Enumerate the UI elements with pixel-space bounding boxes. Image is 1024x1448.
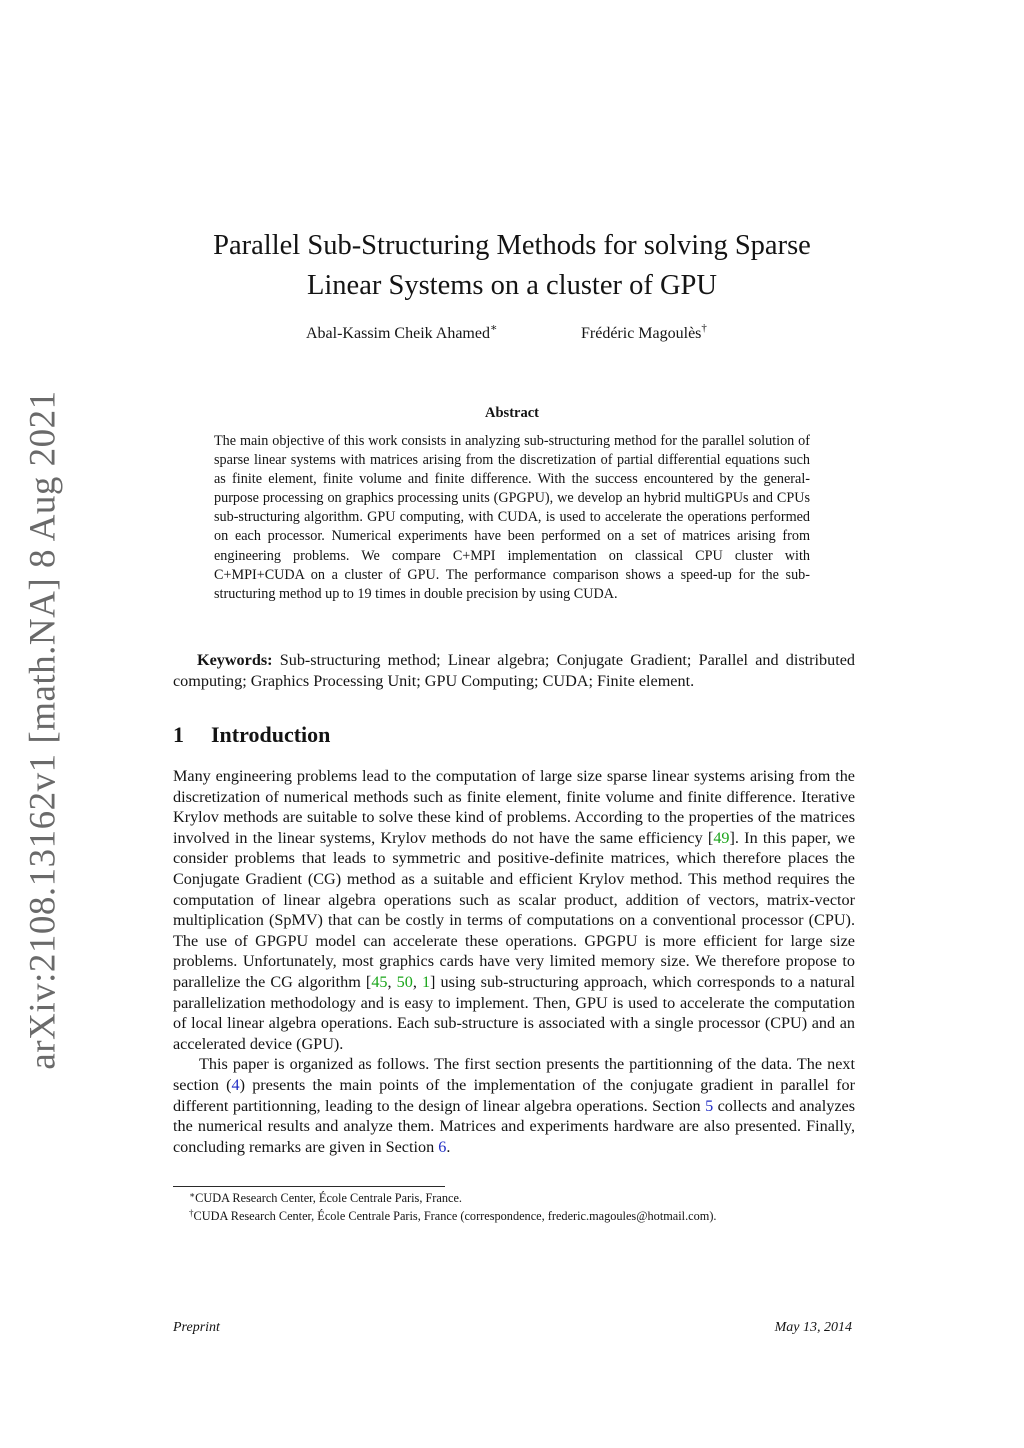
citation-separator: , [412,972,422,991]
intro-p2-text-a: This paper is organized as follows. The first section presents the partitionning of the data. The next section ( [173,1055,855,1094]
intro-p1-text-c: ] using sub-structuring approach, which corresponds to a natural parallelization methodology and is easy to implement. Then, GPU is used to accelerate the computation of local linear algebra operations. Each sub-structure is associated with a single processor (CPU) and an accelerated device (GPU). [173,972,855,1053]
section-heading-introduction [173,722,330,748]
citation-link-1[interactable]: 1 [421,972,431,991]
intro-p1-text-b: ]. In this paper, we consider problems that leads to symmetric and positive-definite matrices, which therefore places the Conjugate Gradient (CG) method as a suitable and efficient Krylov method. This method requires the computation of linear algebra operations such as scalar product, addition of vectors, matrix-vector multiplication (SpMV) that can be costly in terms of computations on a conventional processor (CPU). The use of GPGPU model can accelerate these operations. GPGPU is more efficient for large size problems. Unfortunately, most graphics cards have very limited memory size. We therefore propose to parallelize the CG algorithm [ [173,828,856,991]
citation-link-49[interactable]: 49 [713,828,730,847]
footnote-2 [173,1208,873,1226]
intro-paragraph-1 [173,766,855,1054]
footer-preprint-label: Preprint [173,1320,220,1335]
footnote-2-mark: † [189,1207,194,1218]
paper-title [175,226,849,306]
section-ref-link-6[interactable]: 6 [438,1137,447,1156]
intro-p1-text-a: Many engineering problems lead to the computation of large size sparse linear systems arising from the discretization of numerical methods such as finite element, finite volume and finite difference. Iterative Krylov methods are suitable to solve these kind of problems. According to the properties of the matrices involved in the linear systems, Krylov methods do not have the same efficiency [ [173,767,855,847]
section-number: 1 [173,722,184,747]
intro-p2-text-b: ) presents the main points of the implementation of the conjugate gradient in parallel for different partitionning, leading to the design of linear algebra operations. Section [173,1075,856,1115]
footnote-1-text: CUDA Research Center, École Centrale Paris, France. [195,1191,462,1205]
citation-link-45[interactable]: 45 [371,972,388,991]
citation-separator: , [387,972,397,991]
abstract-body: The main objective of this work consists in analyzing sub-structuring method for the parallel solution of sparse linear systems with matrices arising from the discretization of partial differential equations such as finite element, finite volume and finite difference. With the success encountered by the general-purpose processing on graphics processing units (GPGPU), we develop an hybrid multiGPUs and CPUs sub-structuring algorithm. GPU computing, with CUDA, is used to accelerate the operations performed on each processor. Numerical experiments have been performed on a set of matrices arising from engineering problems. We compare C+MPI implementation on classical CPU cluster with C+MPI+CUDA on a cluster of GPU. The performance comparison shows a speed-up for the sub-structuring method up to 19 times in double precision by using CUDA. [214,433,810,602]
footer-date: May 13, 2014 [774,1320,852,1335]
keywords-label: Keywords: [197,651,273,669]
author-2 [581,322,707,343]
keywords-text: Sub-structuring method; Linear algebra; Conjugate Gradient; Parallel and distributed computing; Graphics Processing Unit; GPU Computing; CUDA; Finite element. [173,651,855,690]
intro-paragraph-2 [173,1054,855,1157]
introduction-body [173,766,855,1157]
intro-p2-text-d: . [446,1137,451,1156]
title-line-1: Parallel Sub-Structuring Methods for solving Sparse [213,230,811,261]
footnote-1 [173,1190,873,1208]
citation-link-50[interactable]: 50 [396,972,413,991]
author-2-footnote-mark: † [701,322,707,334]
author-1 [306,322,498,343]
footnotes [173,1190,873,1225]
section-title: Introduction [211,722,331,747]
author-1-name: Abal-Kassim Cheik Ahamed [306,325,490,342]
section-ref-link-4[interactable]: 4 [231,1075,240,1094]
author-2-name: Frédéric Magoulès [581,325,702,342]
abstract-heading: Abstract [485,405,539,421]
intro-p2-text-c: collects and analyzes the numerical results and analyze them. Matrices and experiments hardware are also presented. Finally, concluding remarks are given in Section [173,1096,855,1156]
author-1-footnote-mark: ∗ [489,322,498,334]
keywords [173,650,855,692]
footnote-divider [173,1186,445,1187]
arxiv-identifier-stamp: arXiv:2108.13162v1 [math.NA] 8 Aug 2021 [22,390,64,1070]
footnote-1-mark: ∗ [189,1190,196,1200]
section-ref-link-5[interactable]: 5 [705,1096,714,1115]
title-line-2: Linear Systems on a cluster of GPU [306,270,717,301]
footnote-2-text: CUDA Research Center, École Centrale Paris, France (correspondence, frederic.magoules@hotmail.com). [193,1208,717,1223]
